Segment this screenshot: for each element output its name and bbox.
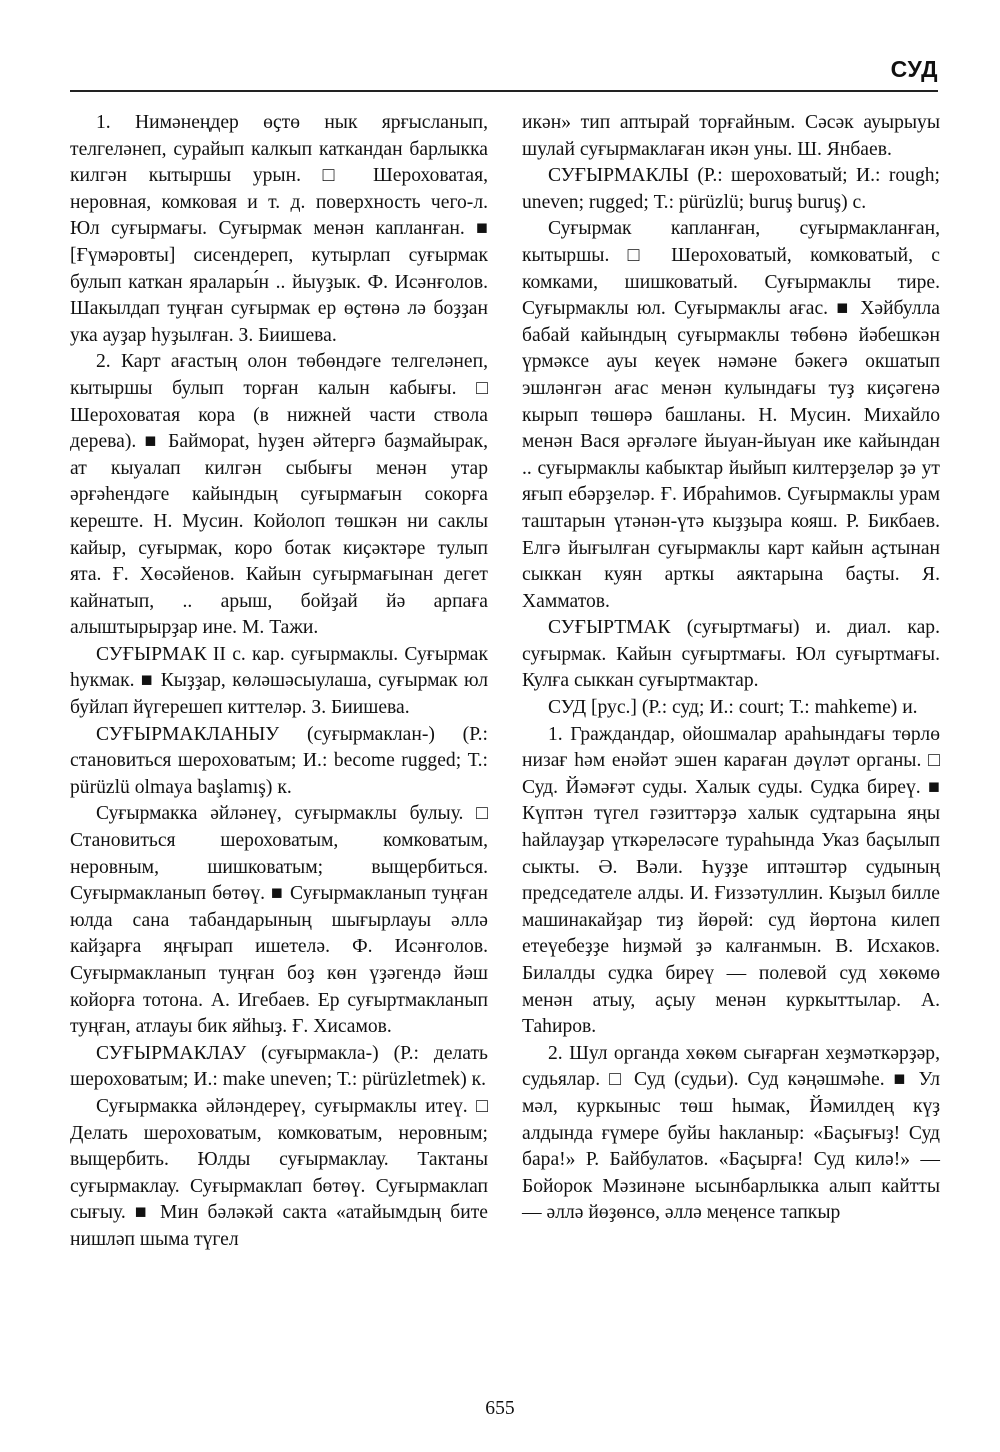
page-number: 655: [485, 1398, 515, 1419]
entry-sugyrmaklanyu-definition: Суғырмакка әйләнеү, суғырмаклы булыу. □ Становиться шероховатым, комковатым, неровным, шишковатым; выщербиться. Суғырмакланып бөтөү. ■ Суғырмакланып туңған юлда сана табандарының шығырлауы әллә кайҙарға яңғырап ишетелә. Ф. Исәнғолов. Суғырмакланып туңған боҙ көн үҙәгендә йәш койорға тотона. А. Игебаев. Ер суғыртмакланып туңған, атлауы бик яйһыҙ. Ғ. Хисамов.: [70, 803, 488, 1038]
entry-sugyrmak-ii: СУҒЫРМАК II с. кар. суғырмаклы. Суғырмак һукмак. ■ Кыҙҙар, көләшәсыулаша, суғырмак юл буйлап йүгерешеп киттеләр. З. Биишева.: [70, 643, 488, 719]
left-column: [70, 110, 488, 1254]
entry-sugyrmaklau: СУҒЫРМАКЛАУ (суғырмакла-) (Р.: делать шероховатым; И.: make uneven; Т.: pürüzletmek) к.: [70, 1042, 488, 1091]
entry-sugyrtmak: СУҒЫРТМАК (суғыртмағы) и. диал. кар. суғырмак. Кайын суғыртмағы. Юл суғыртмағы. Кулға сыккан суғыртмактар.: [522, 617, 940, 692]
entry-sud-sense-2: 2. Шул органда хөкөм сығарған хеҙмәткәрҙәр, судьялар. □ Суд (судьи). Суд кәңәшмәһе. ■ Ул мәл, куркыныс төш һымак, Йәмилдең күҙ алдында ғүмере буйы һакланыр: «Баҫығыҙ! Суд бара!» Р. Байбулатов. «Баҫырға! Суд килә!» — Бойорок Мәзинәне ысынбарлыкка алып кайтты — әллә йөҙөнсө, әллә меңенсе тапкыр: [522, 1042, 940, 1224]
entry-sud-sense-1: 1. Граждандар, ойошмалар араһындағы төрлө низағ һәм енәйәт эшен караған дәүләт органы. □ Суд. Йәмәғәт суды. Халык суды. Судка биреү. ■ Күптән түгел гәзиттәрҙә халык судтарына яңы һайлауҙар үткәреләсәге тураһында Указ баҫылып сыкты. Ә. Вәли. Һуҙҙе иптәштәр судының председателе алды. И. Ғиззәтуллин. Кыҙыл билле машинакайҙар тиҙ йөрөй: суд йөртона килеп етеүебеҙҙе һиҙмәй ҙә калғанмын. В. Исхаков. Билалды судка биреү — полевой суд хөкөмө менән атыу, аҫыу менән куркыттылар. А. Таһиров.: [522, 723, 940, 1038]
entry-sugyrmaklau-definition: Суғырмакка әйләндереү, суғырмаклы итеү. □ Делать шероховатым, комковатым, неровным; выщербить. Юлды суғырмаклау. Тактаны суғырмаклау. Суғырмаклап бөтөү. Суғырмаклап сығыу. ■ Мин бәләкәй сакта «атайымдың бите нишләп шыма түгел: [70, 1095, 488, 1250]
entry-sugyrmakly: СУҒЫРМАКЛЫ (Р.: шероховатый; И.: rough; uneven; rugged; Т.: pürüzlü; buruş buruş) с.: [522, 165, 940, 213]
sense-1-paragraph: 1. Нимәнеңдер өҫтө нык ярғысланып, телгеләнеп, сурайып калкып каткандан барлыкка килгән кытыршы урын. □ Шероховатая, неровная, комковая и т. д. поверхность чего-л. Юл суғырмағы. Суғырмак менән капланған. ■ [Ғүмәровты] сисендереп, кутырлап суғырмак булып каткан яралары́н .. йыуҙык. Ф. Исәнғолов. Шакылдап туңған суғырмак ер өҫтөнә лә боҙҙан ука ауҙар һуҙылған. З. Биишева.: [70, 112, 488, 346]
running-head: СУД: [890, 56, 938, 82]
header-rule: [70, 90, 938, 92]
entry-sugyrmakly-definition: Суғырмак капланған, суғырмакланған, кытыршы. □ Шероховатый, комковатый, с комками, шишковатый. Суғырмаклы тире. Суғырмаклы юл. Суғырмаклы ағас. ■ Хәйбулла бабай кайындың суғырмаклы төбөнә йәбешкән үрмәксе ауы кеүек нәмәне бәкегә окшатып эшләнгән ағас менән кулындағы туҙ киҫәгенә кырып төшөрә башланы. Н. Мусин. Михайло менән Вася әрғәләге йыуан-йыуан ике кайындан .. суғырмаклы кабыктар йыйып килтерҙеләр ҙә ут яғып ебәрҙеләр. Ғ. Ибраһимов. Суғырмаклы урам таштарын үтәнән-үтә кыҙҙыра кояш. Р. Бикбаев. Елгә йығылған суғырмаклы карт кайын аҫтынан сыккан куян арткы аяктарына баҫты. Я. Хамматов.: [522, 218, 940, 612]
sense-2-paragraph: 2. Карт ағастың олон төбөндәге телгеләнеп, кытыршы булып торған калын кабығы. □ Шероховатая кора (в нижней части ствола дерева). ■ Баймораt, һуҙен әйтергә баҙмайырак, ат кыуалап килгән сыбығы менән утар әрғәһендәге кайындың суғырмағын сокорға кереште. Н. Мусин. Койолоп төшкән ни саклы кайыр, суғырмак, коро ботак киҫәктәре тулып ята. Ғ. Хөсәйенов. Кайын суғырмағынан дегет кайнатып, .. арыш, бойҙай йә арпаға алыштырырҙар ине. М. Тажи.: [70, 351, 488, 639]
entry-sugyrmaklanyu: СУҒЫРМАКЛАНЫУ (суғырмаклан-) (Р.: становиться шероховатым; И.: become rugged; Т.: pürüzlü olmaya başlamış) к.: [70, 723, 488, 798]
entry-sud: СУД [рус.] (Р.: суд; И.: court; Т.: mahkeme) и.: [548, 697, 918, 719]
right-column: [522, 110, 940, 1227]
continued-quote: икән» тип аптырай торғайным. Сәсәк ауырыуы шулай суғырмаклаған икән уны. Ш. Янбаев.: [522, 112, 940, 160]
